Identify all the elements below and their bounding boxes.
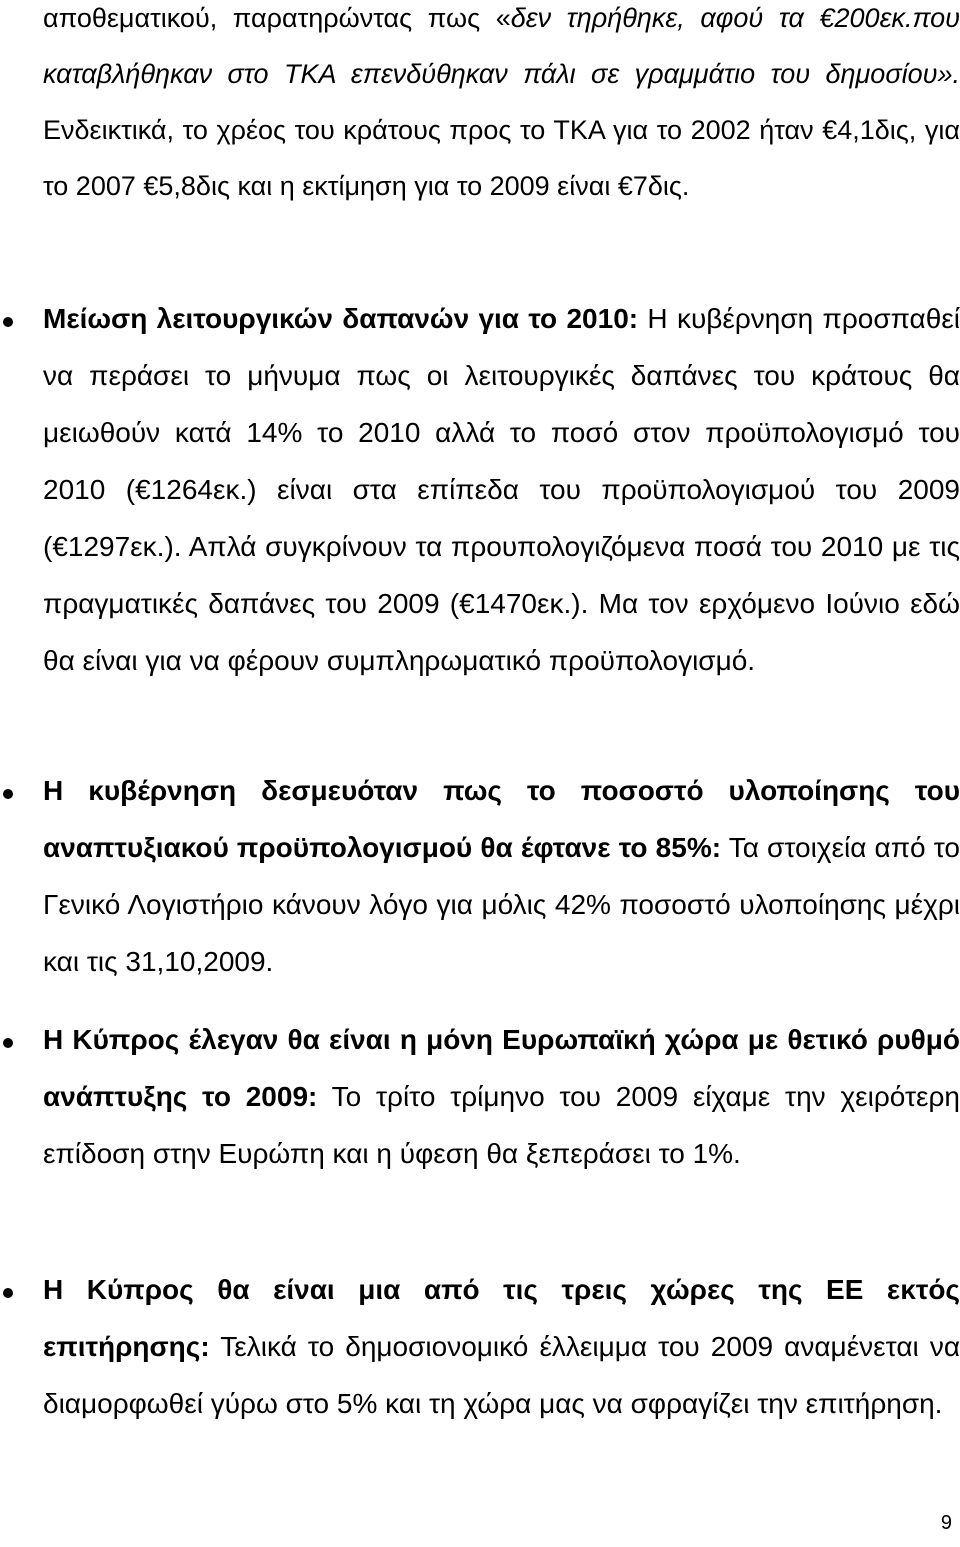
intro-text-start: αποθεματικού, παρατηρώντας πως « — [43, 3, 511, 33]
bullet-body: Τελικά το δημοσιονομικό έλλειμμα του 2009 αναμένεται να διαμορφωθεί γύρω στο 5% και τη χώρα μας να σφραγίζει την επιτήρηση. — [43, 1331, 960, 1419]
bullet-body: Η κυβέρνηση προσπαθεί να περάσει το μήνυμα πως οι λειτουργικές δαπάνες του κράτους θα μειωθούν κατά 14% το 2010 αλλά το ποσό στον προϋπολογισμό του 2010 (€1264εκ.) είναι στα επίπεδα του προϋπολογισμού του 2009 (€1297εκ.). Απλά συγκρίνουν τα προυπολογιζόμενα ποσά του 2010 με τις πραγματικές δαπάνες του 2009 (€1470εκ.). Μα τον ερχόμενο Ιούνιο εδώ θα είναι για να φέρουν συμπληρωματικό προϋπολογισμό. — [43, 303, 960, 676]
bullet-paragraph-operating-expenses — [43, 290, 960, 689]
bullet-heading: Η Κύπρος έλεγαν θα είναι η μόνη Ευρωπαϊκή χώρα με θετικό ρυθμό ανάπτυξης το 2009: — [43, 1024, 960, 1112]
bullet-paragraph-growth-rate — [43, 1011, 960, 1182]
bullet-dot-4 — [3, 1288, 13, 1298]
bullet-dot-2 — [3, 789, 13, 799]
intro-quote: δεν τηρήθηκε, αφού τα €200εκ.που καταβλήθηκαν στο ΤΚΑ επενδύθηκαν πάλι σε γραμμάτιο του δημοσίου». — [43, 3, 960, 89]
bullet-body: Τα στοιχεία από το Γενικό Λογιστήριο κάνουν λόγο για μόλις 42% ποσοστό υλοποίησης μέχρι και τις 31,10,2009. — [43, 832, 960, 977]
bullet-dot-1 — [3, 317, 13, 327]
bullet-paragraph-surveillance — [43, 1261, 960, 1432]
intro-text-end: Ενδεικτικά, το χρέος του κράτους προς το ΤΚΑ για το 2002 ήταν €4,1δις, για το 2007 €5,8δις και η εκτίμηση για το 2009 είναι €7δις. — [43, 115, 960, 201]
intro-paragraph — [43, 0, 960, 214]
page-number: 9 — [940, 1512, 952, 1534]
bullet-dot-3 — [3, 1038, 13, 1048]
bullet-heading: Μείωση λειτουργικών δαπανών για το 2010: — [43, 303, 639, 334]
bullet-heading: Η Κύπρος θα είναι μια από τις τρεις χώρες της ΕΕ εκτός επιτήρησης: — [43, 1274, 960, 1362]
bullet-body: Το τρίτο τρίμηνο του 2009 είχαμε την χειρότερη επίδοση στην Ευρώπη και η ύφεση θα ξεπεράσει το 1%. — [43, 1081, 960, 1169]
bullet-paragraph-development-budget — [43, 762, 960, 990]
bullet-heading: Η κυβέρνηση δεσμευόταν πως το ποσοστό υλοποίησης του αναπτυξιακού προϋπολογισμού θα έφτανε το 85%: — [43, 775, 960, 863]
